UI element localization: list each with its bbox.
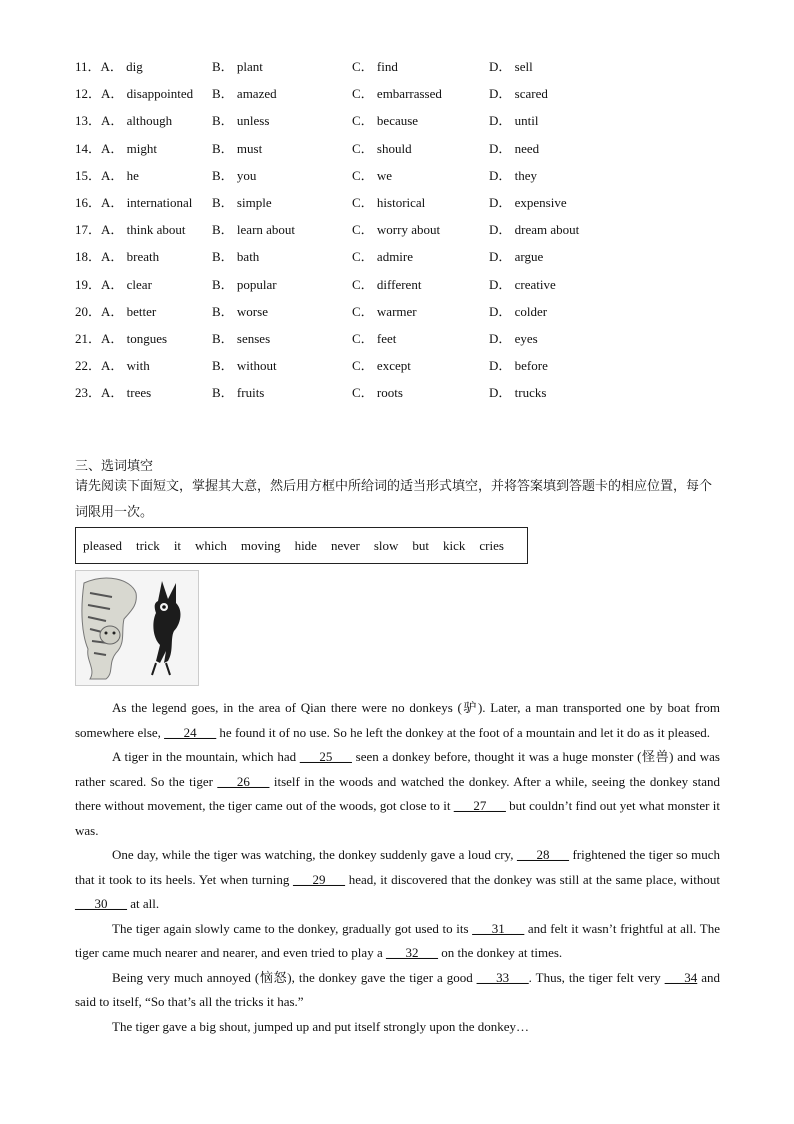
option-c: C． warmer	[352, 303, 417, 319]
passage-text: head, it discovered that the donkey was still at the same place, without	[345, 871, 720, 887]
option-c: C． embarrassed	[352, 86, 442, 102]
option-d: D． eyes	[489, 330, 538, 346]
option-c: C． historical	[352, 195, 426, 211]
option-d: D． before	[489, 358, 548, 374]
option-a: A． disappointed	[101, 86, 194, 102]
option-b: B． popular	[212, 276, 277, 292]
q-number: 15．	[75, 167, 102, 183]
passage-text: at all.	[127, 896, 160, 911]
passage-text: As the legend goes, in the area of Qian there were no donkeys (驴). Later, a man transported one by boat from somewhere else,	[75, 700, 720, 740]
passage-text: Being very much annoyed (恼怒), the donkey gave the tiger a good	[112, 969, 477, 985]
option-a: A． might	[101, 140, 157, 156]
option-row	[75, 134, 609, 161]
passage-text: . Thus, the tiger felt very	[528, 969, 665, 985]
blank-24: ___24___	[164, 724, 217, 740]
option-c: C． worry about	[352, 222, 441, 238]
option-b: B． amazed	[212, 86, 277, 102]
option-c: C． except	[352, 358, 411, 374]
section-title: 三、选词填空	[75, 459, 154, 474]
blank-29: ___29___	[293, 871, 346, 887]
option-d: D． creative	[489, 276, 556, 292]
option-a: A． international	[101, 195, 193, 211]
option-b: B． fruits	[212, 385, 265, 401]
option-a: A． better	[101, 303, 157, 319]
q-number: 23．	[75, 385, 102, 401]
passage-paragraph	[75, 917, 720, 966]
option-c: C． roots	[352, 385, 403, 401]
option-a: A． although	[101, 113, 173, 129]
option-d: D． colder	[489, 303, 548, 319]
passage-paragraph	[75, 696, 720, 745]
option-a: A． dig	[100, 59, 143, 75]
option-row	[75, 351, 609, 378]
option-a: A． he	[101, 167, 139, 183]
option-row	[75, 324, 609, 351]
blank-25: ___25___	[299, 749, 352, 764]
word-bank-item: never	[330, 537, 360, 553]
passage-text: and felt it wasn’t frightful at all. The tiger came much nearer and nearer, and even tried to play a	[75, 920, 720, 960]
option-a: A． tongues	[101, 330, 168, 346]
q-number: 14．	[75, 140, 102, 156]
passage-text: on the donkey at times.	[437, 945, 563, 960]
option-c: C． admire	[352, 249, 414, 265]
option-row	[75, 378, 609, 405]
option-b: B． unless	[212, 113, 270, 129]
option-c: C． we	[352, 167, 393, 183]
option-b: B． worse	[212, 303, 268, 319]
option-a: A． trees	[101, 385, 152, 401]
tiger-donkey-drawing	[76, 571, 198, 685]
option-d: D． until	[489, 113, 539, 129]
option-b: B． learn about	[212, 222, 296, 238]
passage-text: but couldn’t find out yet what monster it was.	[75, 798, 720, 838]
passage-text: A tiger in the mountain, which had	[112, 749, 300, 764]
option-d: D． need	[489, 140, 540, 156]
options-table	[75, 52, 609, 405]
blank-32: ___32___	[385, 945, 438, 960]
option-row	[75, 242, 609, 269]
option-d: D． sell	[489, 59, 533, 75]
q-number: 16．	[75, 195, 102, 211]
q-number: 17．	[75, 222, 102, 238]
option-row	[75, 297, 609, 324]
option-b: B． without	[212, 358, 277, 374]
q-number: 13．	[75, 113, 102, 129]
option-d: D． expensive	[489, 195, 567, 211]
passage-text: The tiger gave a big shout, jumped up and put itself strongly upon the donkey…	[112, 1018, 530, 1034]
option-row	[75, 106, 609, 133]
option-a: A． breath	[101, 249, 160, 265]
option-a: A． think about	[101, 222, 186, 238]
option-b: B． bath	[212, 249, 260, 265]
option-d: D． dream about	[489, 222, 580, 238]
word-bank-item: which	[195, 537, 227, 553]
word-bank-item: kick	[443, 537, 466, 553]
passage-paragraph	[75, 843, 720, 917]
option-row	[75, 188, 609, 215]
option-c: C． feet	[352, 330, 397, 346]
option-c: C． should	[352, 140, 412, 156]
option-b: B． simple	[212, 195, 272, 211]
option-row	[75, 215, 609, 242]
q-number: 19．	[75, 276, 102, 292]
word-bank-item: moving	[240, 537, 281, 553]
q-number: 21．	[75, 330, 102, 346]
option-a: A． clear	[101, 276, 152, 292]
word-bank-item: it	[173, 537, 182, 553]
section-instruction: 请先阅读下面短文，掌握其大意，然后用方框中所给词的适当形式填空，并将答案填到答题卡的相应位置，每个词限用一次。	[75, 479, 713, 520]
option-row	[75, 161, 609, 188]
option-b: B． senses	[212, 330, 271, 346]
blank-30: ___30___	[75, 896, 127, 911]
passage-text: and said to itself, “So that’s all the tricks it has.”	[75, 969, 720, 1009]
option-row	[75, 79, 609, 106]
option-c: C． different	[352, 276, 422, 292]
passage-text: One day, while the tiger was watching, the donkey suddenly gave a loud cry,	[112, 847, 517, 862]
blank-34: ___34	[664, 969, 698, 985]
word-bank-item: hide	[294, 537, 317, 553]
option-d: D． they	[489, 167, 538, 183]
q-number: 18．	[75, 249, 102, 265]
passage-text: itself in the woods and watched the donkey. After a while, seeing the donkey stand there without movement, the tiger came out of the woods, got close to it	[75, 773, 720, 813]
option-a: A． with	[101, 358, 150, 374]
option-b: B． plant	[212, 59, 263, 75]
word-bank-item: trick	[135, 537, 160, 553]
option-row	[75, 270, 609, 297]
passage-text: frightened the tiger so much that it took to its heels. Yet when turning	[75, 847, 720, 887]
blank-33: ___33___	[476, 969, 529, 985]
option-d: D． argue	[489, 249, 544, 265]
q-number: 12．	[75, 86, 102, 102]
option-c: C． find	[352, 59, 398, 75]
blank-28: ___28___	[516, 847, 569, 862]
option-b: B． must	[212, 140, 263, 156]
passage-paragraph	[75, 745, 720, 843]
option-c: C． because	[352, 113, 419, 129]
word-bank-item: pleased	[83, 537, 122, 553]
passage-text: seen a donkey before, thought it was a huge monster (怪兽) and was rather scared. So the tiger	[75, 749, 720, 789]
option-d: D． trucks	[489, 385, 547, 401]
word-bank-item: slow	[373, 537, 399, 553]
word-box	[75, 527, 528, 564]
blank-31: ___31___	[472, 920, 525, 936]
option-d: D． scared	[489, 86, 548, 102]
word-bank-item: cries	[479, 537, 504, 553]
passage-paragraph	[75, 1015, 720, 1040]
q-number: 20．	[75, 303, 102, 319]
passage-paragraph	[75, 966, 720, 1015]
tiger-donkey-illustration	[75, 570, 199, 686]
passage-text: he found it of no use. So he left the donkey at the foot of a mountain and let it do as it pleased.	[216, 724, 711, 740]
option-row	[75, 52, 609, 79]
q-number: 22．	[75, 358, 102, 374]
passage-text: The tiger again slowly came to the donkey, gradually got used to its	[112, 920, 473, 936]
blank-27: ___27___	[453, 798, 506, 813]
q-number: 11．	[75, 59, 101, 75]
passage	[75, 696, 720, 1039]
option-b: B． you	[212, 167, 257, 183]
blank-26: ___26___	[217, 773, 270, 789]
word-bank-item: but	[412, 537, 430, 553]
